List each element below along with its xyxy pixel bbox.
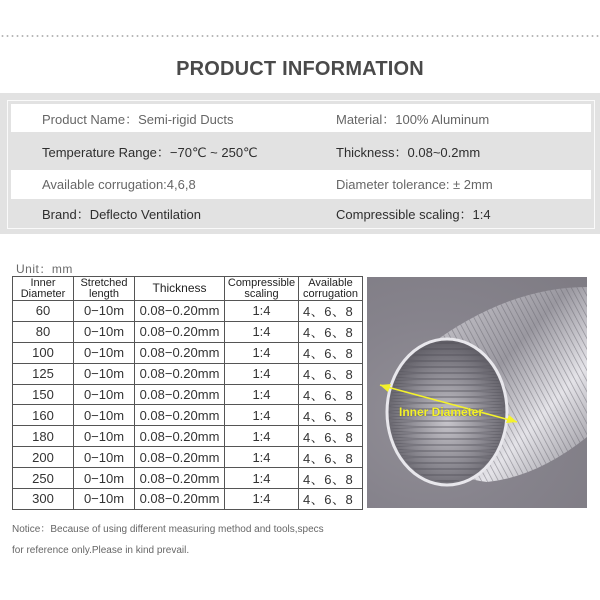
cell-thickness: 0.08−0.20mm	[135, 384, 225, 405]
inner-diameter-annotation: Inner Diameter	[399, 405, 484, 419]
cell-length: 0−10m	[74, 301, 135, 322]
cell-length: 0−10m	[74, 384, 135, 405]
header-inner-diameter: Inner Diameter	[13, 277, 74, 301]
product-name: Product Name：Semi-rigid Ducts	[42, 111, 234, 127]
cell-thickness: 0.08−0.20mm	[135, 489, 225, 510]
cell-corrugation: 4、6、8	[299, 426, 363, 447]
compressible-scaling: Compressible scaling：1:4	[336, 206, 491, 222]
table-row	[13, 426, 363, 447]
cell-corrugation: 4、6、8	[299, 321, 363, 342]
notice-line-1: Notice：Because of using different measuring method and tools,specs	[12, 524, 324, 535]
cell-scaling: 1:4	[225, 301, 299, 322]
unit-label: Unit：mm	[16, 262, 73, 276]
spec-table	[12, 276, 363, 510]
cell-scaling: 1:4	[225, 363, 299, 384]
cell-scaling: 1:4	[225, 426, 299, 447]
info-row	[11, 132, 591, 170]
cell-diameter: 180	[13, 426, 74, 447]
cell-diameter: 80	[13, 321, 74, 342]
cell-thickness: 0.08−0.20mm	[135, 363, 225, 384]
info-row	[11, 199, 591, 227]
table-row	[13, 468, 363, 489]
cell-diameter: 100	[13, 342, 74, 363]
cell-thickness: 0.08−0.20mm	[135, 468, 225, 489]
table-row	[13, 405, 363, 426]
product-info-panel	[0, 93, 600, 234]
cell-scaling: 1:4	[225, 489, 299, 510]
header-available-corrugation: Available corrugation	[299, 277, 363, 301]
table-header-row	[13, 277, 363, 301]
cell-diameter: 125	[13, 363, 74, 384]
table-row	[13, 489, 363, 510]
info-row	[11, 170, 591, 199]
cell-corrugation: 4、6、8	[299, 489, 363, 510]
available-corrugation: Available corrugation:4,6,8	[42, 177, 196, 192]
thickness: Thickness：0.08~0.2mm	[336, 144, 481, 160]
product-info-frame	[7, 100, 595, 229]
cell-corrugation: 4、6、8	[299, 301, 363, 322]
cell-length: 0−10m	[74, 447, 135, 468]
page-title: PRODUCT INFORMATION	[176, 58, 424, 80]
cell-diameter: 300	[13, 489, 74, 510]
diameter-tolerance: Diameter tolerance: ± 2mm	[336, 177, 493, 192]
table-row	[13, 301, 363, 322]
header-thickness: Thickness	[135, 277, 225, 301]
cell-diameter: 250	[13, 468, 74, 489]
cell-thickness: 0.08−0.20mm	[135, 447, 225, 468]
brand: Brand：Deflecto Ventilation	[42, 206, 201, 222]
table-row	[13, 342, 363, 363]
cell-length: 0−10m	[74, 363, 135, 384]
header-stretched-length: Stretched length	[74, 277, 135, 301]
cell-thickness: 0.08−0.20mm	[135, 342, 225, 363]
cell-scaling: 1:4	[225, 342, 299, 363]
cell-thickness: 0.08−0.20mm	[135, 321, 225, 342]
cell-length: 0−10m	[74, 405, 135, 426]
table-row	[13, 321, 363, 342]
cell-thickness: 0.08−0.20mm	[135, 405, 225, 426]
temperature-range: Temperature Range：−70℃ ~ 250℃	[42, 144, 258, 160]
cell-thickness: 0.08−0.20mm	[135, 301, 225, 322]
cell-length: 0−10m	[74, 468, 135, 489]
table-row	[13, 384, 363, 405]
cell-scaling: 1:4	[225, 468, 299, 489]
cell-scaling: 1:4	[225, 447, 299, 468]
cell-diameter: 60	[13, 301, 74, 322]
cell-corrugation: 4、6、8	[299, 447, 363, 468]
cell-corrugation: 4、6、8	[299, 384, 363, 405]
cell-scaling: 1:4	[225, 384, 299, 405]
cell-corrugation: 4、6、8	[299, 405, 363, 426]
dotted-divider	[0, 35, 600, 37]
notice-text	[12, 519, 592, 561]
cell-corrugation: 4、6、8	[299, 342, 363, 363]
cell-thickness: 0.08−0.20mm	[135, 426, 225, 447]
cell-scaling: 1:4	[225, 321, 299, 342]
cell-diameter: 160	[13, 405, 74, 426]
aluminum-duct-illustration	[367, 277, 587, 508]
table-row	[13, 447, 363, 468]
cell-corrugation: 4、6、8	[299, 468, 363, 489]
cell-diameter: 200	[13, 447, 74, 468]
info-row	[11, 104, 591, 132]
cell-corrugation: 4、6、8	[299, 363, 363, 384]
cell-diameter: 150	[13, 384, 74, 405]
cell-length: 0−10m	[74, 342, 135, 363]
cell-length: 0−10m	[74, 321, 135, 342]
cell-length: 0−10m	[74, 426, 135, 447]
header-compressible-scaling: Compressible scaling	[225, 277, 299, 301]
material: Material：100% Aluminum	[336, 111, 490, 127]
cell-length: 0−10m	[74, 489, 135, 510]
table-row	[13, 363, 363, 384]
notice-line-2: for reference only.Please in kind prevail.	[12, 545, 190, 556]
cell-scaling: 1:4	[225, 405, 299, 426]
duct-photo	[367, 277, 587, 508]
